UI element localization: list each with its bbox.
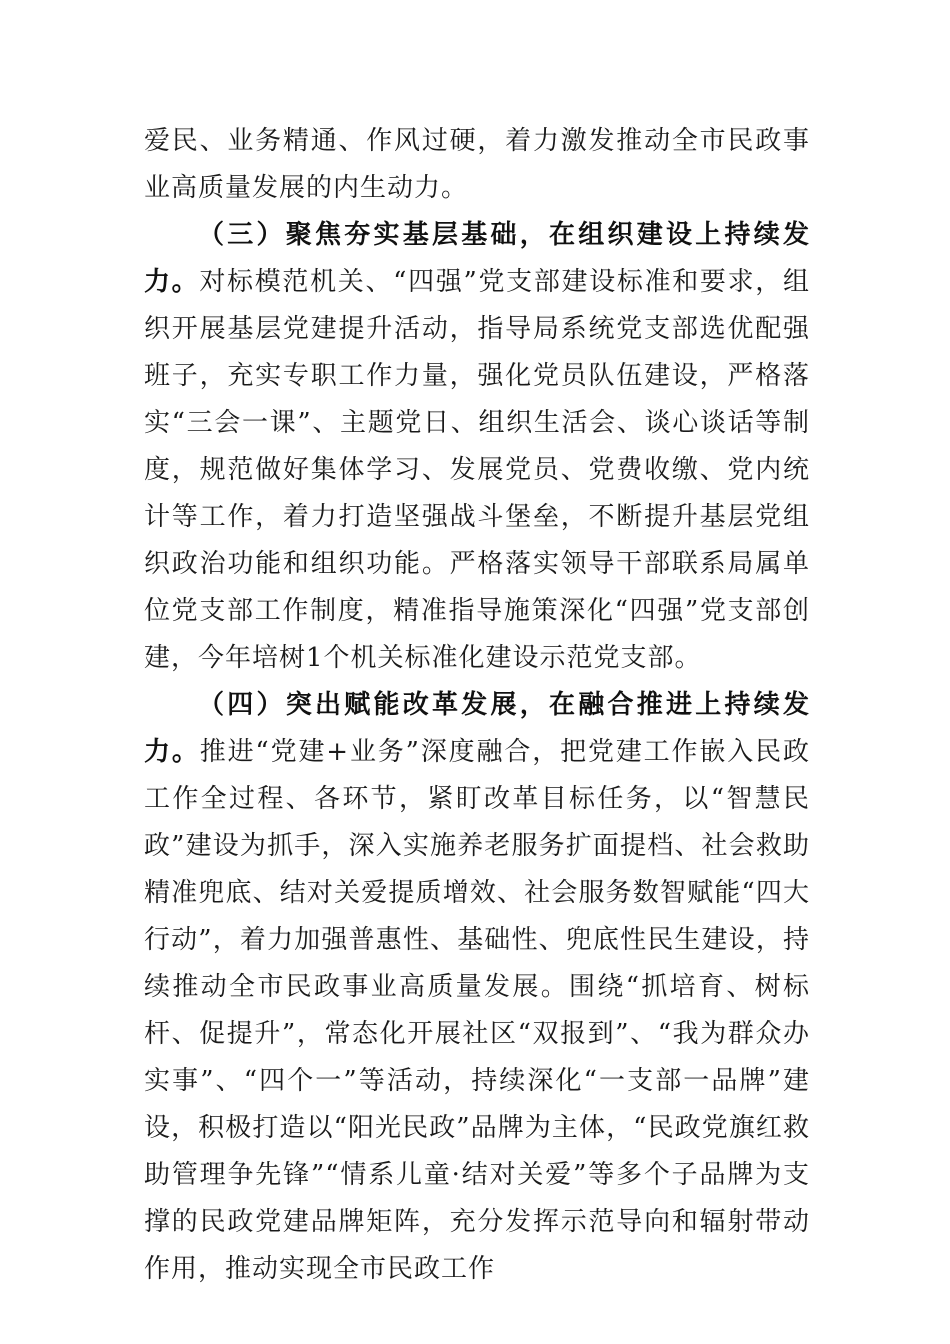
paragraph-body: 对标模范机关、“四强”党支部建设标准和要求，组织开展基层党建提升活动，指导局系统党支部选优配强班子，充实专职工作力量，强化党员队伍建设，严格落实“三会一课”、主题党日、组织生活会、谈心谈话等制度，规范做好集体学习、发展党员、党费收缴、党内统计等工作，着力打造坚强战斗堡垒，不断提升基层党组织政治功能和组织功能。严格落实领导干部联系局属单位党支部工作制度，精准指导施策深化“四强”党支部创建，今年培树1个机关标准化建设示范党支部。 xyxy=(144,267,810,673)
section-heading-3: （三）聚焦夯实基层基础，在组织建设上持续发力。 xyxy=(144,220,810,297)
paragraph-body: 推进“党建+业务”深度融合，把党建工作嵌入民政工作全过程、各环节，紧盯改革目标任务，以“智慧民政”建设为抓手，深入实施养老服务扩面提档、社会救助精准兜底、结对关爱提质增效、社会服务数智赋能“四大行动”，着力加强普惠性、基础性、兜底性民生建设，持续推动全市民政事业高质量发展。围绕“抓培育、树标杆、促提升”，常态化开展社区“双报到”、“我为群众办实事”、“四个一”等活动，持续深化“一支部一品牌”建设，积极打造以“阳光民政”品牌为主体，“民政党旗红救助管理争先锋”“情系儿童·结对关爱”等多个子品牌为支撑的民政党建品牌矩阵，充分发挥示范导向和辐射带动作用，推动实现全市民政工作 xyxy=(144,737,810,1284)
paragraph-section-4 xyxy=(144,682,810,1293)
section-heading-4: （四）突出赋能改革发展，在融合推进上持续发力。 xyxy=(144,690,810,767)
document-body xyxy=(144,118,810,1293)
paragraph-body: 爱民、业务精通、作风过硬，着力激发推动全市民政事业高质量发展的内生动力。 xyxy=(144,126,810,203)
paragraph-continuation xyxy=(144,118,810,212)
paragraph-section-3 xyxy=(144,212,810,682)
